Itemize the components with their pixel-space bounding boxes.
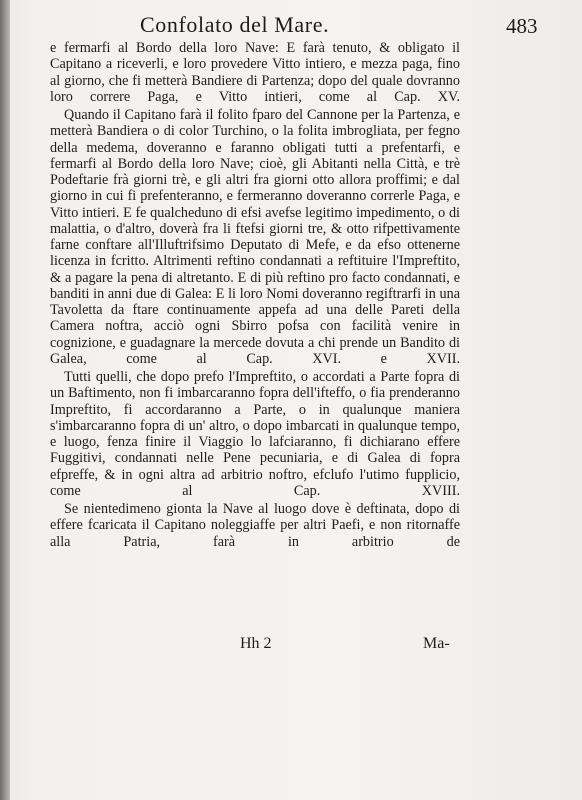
paragraph-2: Quando il Capitano farà il folito fparo del Cannone per la Partenza, e metterà Bandiera o di color Turchino, o la folita imbrogliata, per fegno della medema, doveranno e faranno obligati tutti a prefentarfi, e fermarfi al Bordo della loro Nave; cioè, gli Abitanti nella Città, e trè Podeftarie frà giorni trè, e gli altri fra giorni otto allora proffimi; e dal giorno in cui fi prefenteranno, e fermeranno doveranno correrle Paga, e Vitto intieri. E fe qualcheduno di efsi avefse legitimo impedimento, o di malattia, o d'altro, doverà fra li ftefsi giorni tre, & otto rifpettivamente farne conftare all'Illuftrifsimo Deputato di Mefe, e da efso ottenerne licenza in fcritto. Altrimenti reftino condannati a reftituire l'Impreftito, & a pagare la pena di altretanto. E di più reftino pro facto condannati, e banditi in anni due di Galea: E li loro Nomi doveranno regiftrarfi in una Tavoletta da ftare continuamente appefa ad una delle Pareti della Camera noftra, acciò ogni Sbirro pofsa con facilità venire in cognizione, e guadagnare la mercede dovuta a chi prende un Bandito di Galea, come al Cap. XVI. e XVII. — [50, 107, 460, 367]
page-number: 483 — [506, 14, 538, 38]
signature-mark: Hh 2 — [240, 635, 272, 652]
paragraph-4: Se nientedimeno gionta la Nave al luogo dove è deftinata, dopo di effere fcaricata il Capitano noleggiaffe per altri Paefi, e non ritornaffe alla Patria, farà in arbitrio de — [50, 501, 460, 550]
paragraph-1: e fermarfi al Bordo della loro Nave: E farà tenuto, & obligato il Capitano a riceverli, e loro provedere Vitto intiero, e mezza paga, fino al giorno, che fi metterà Bandiere di Partenza; dopo del quale dovranno loro correre Paga, e Vitto intieri, come al Cap. XV. — [50, 40, 460, 105]
page-footer — [0, 635, 582, 657]
running-head: Confolato del Mare. — [140, 12, 330, 37]
body-text — [50, 40, 460, 552]
catchword: Ma- — [423, 635, 450, 652]
paragraph-3: Tutti quelli, che dopo prefo l'Impreftito, o accordati a Parte fopra di un Baftimento, non fi imbarcaranno fopra dell'ifteffo, o fia prenderanno Impreftito, fi accordaranno a Parte, o in qualunque maniera s'imbarcaranno fopra di un' altro, o dopo imbarcati in qualunque tempo, e luogo, fenza finire il Viaggio lo lafciaranno, fi dichiarano effere Fuggitivi, condannati nelle Pene pecuniaria, e di Galea di fopra efpreffe, & in ogni altra ad arbitrio noftro, efclufo l'utimo fupplicio, come al Cap. XVIII. — [50, 369, 460, 499]
page-header — [0, 12, 582, 42]
page-gutter-shadow — [0, 0, 10, 800]
